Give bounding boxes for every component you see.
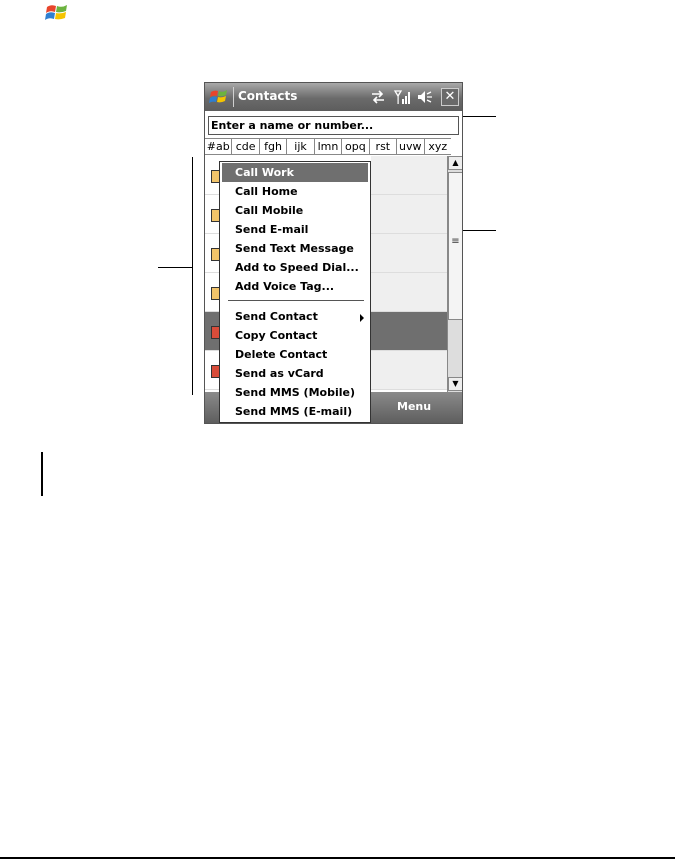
title-bar bbox=[205, 83, 462, 111]
menu-item-copy-contact[interactable]: Copy Contact bbox=[235, 329, 318, 342]
abc-tab[interactable]: cde bbox=[232, 139, 259, 154]
submenu-arrow-icon bbox=[360, 314, 364, 322]
volume-icon[interactable] bbox=[416, 88, 434, 106]
start-menu-icon[interactable] bbox=[208, 87, 230, 107]
note-bar bbox=[41, 452, 43, 496]
menu-item-call-work[interactable]: Call Work bbox=[222, 163, 368, 182]
menu-item-delete-contact[interactable]: Delete Contact bbox=[235, 348, 328, 361]
abc-tab[interactable]: lmn bbox=[315, 139, 342, 154]
title-separator bbox=[233, 87, 234, 107]
scroll-up-arrow-icon[interactable]: ▲ bbox=[448, 156, 463, 170]
abc-tab[interactable]: ijk bbox=[287, 139, 314, 154]
menu-item-send-text[interactable]: Send Text Message bbox=[235, 242, 354, 255]
context-menu bbox=[219, 161, 371, 423]
menu-item-send-mms-email[interactable]: Send MMS (E-mail) bbox=[235, 405, 353, 418]
callout-bracket-list bbox=[192, 157, 193, 395]
scroll-down-arrow-icon[interactable]: ▼ bbox=[448, 377, 463, 391]
windows-logo-icon bbox=[44, 1, 70, 25]
menu-item-send-email[interactable]: Send E-mail bbox=[235, 223, 309, 236]
vertical-scrollbar[interactable] bbox=[447, 156, 462, 392]
menu-item-send-contact[interactable]: Send Contact bbox=[235, 310, 318, 323]
connectivity-icon[interactable] bbox=[369, 88, 387, 106]
callout-line-list bbox=[158, 267, 193, 268]
search-input[interactable]: Enter a name or number... bbox=[208, 116, 459, 135]
abc-tab[interactable]: rst bbox=[370, 139, 397, 154]
abc-tab[interactable]: #ab bbox=[205, 139, 232, 154]
footer-rule bbox=[0, 857, 675, 859]
menu-item-send-mms-mobile[interactable]: Send MMS (Mobile) bbox=[235, 386, 355, 399]
menu-separator bbox=[228, 300, 364, 301]
app-title: Contacts bbox=[238, 89, 298, 103]
abc-tab[interactable]: xyz bbox=[428, 140, 448, 153]
menu-item-call-home[interactable]: Call Home bbox=[235, 185, 298, 198]
close-button[interactable]: ✕ bbox=[441, 88, 459, 106]
scroll-thumb[interactable]: ≡ bbox=[448, 172, 463, 320]
menu-softkey[interactable]: Menu bbox=[397, 400, 432, 413]
contacts-screen bbox=[204, 82, 463, 424]
menu-item-voice-tag[interactable]: Add Voice Tag... bbox=[235, 280, 335, 293]
abc-tab[interactable]: fgh bbox=[260, 139, 287, 154]
menu-item-send-vcard[interactable]: Send as vCard bbox=[235, 367, 324, 380]
menu-item-speed-dial[interactable]: Add to Speed Dial... bbox=[235, 261, 359, 274]
abc-tab[interactable]: uvw bbox=[397, 139, 424, 154]
alphabet-index-bar bbox=[205, 138, 451, 155]
menu-item-call-mobile[interactable]: Call Mobile bbox=[235, 204, 304, 217]
signal-strength-icon[interactable] bbox=[393, 88, 411, 106]
abc-tab[interactable]: opq bbox=[342, 139, 369, 154]
